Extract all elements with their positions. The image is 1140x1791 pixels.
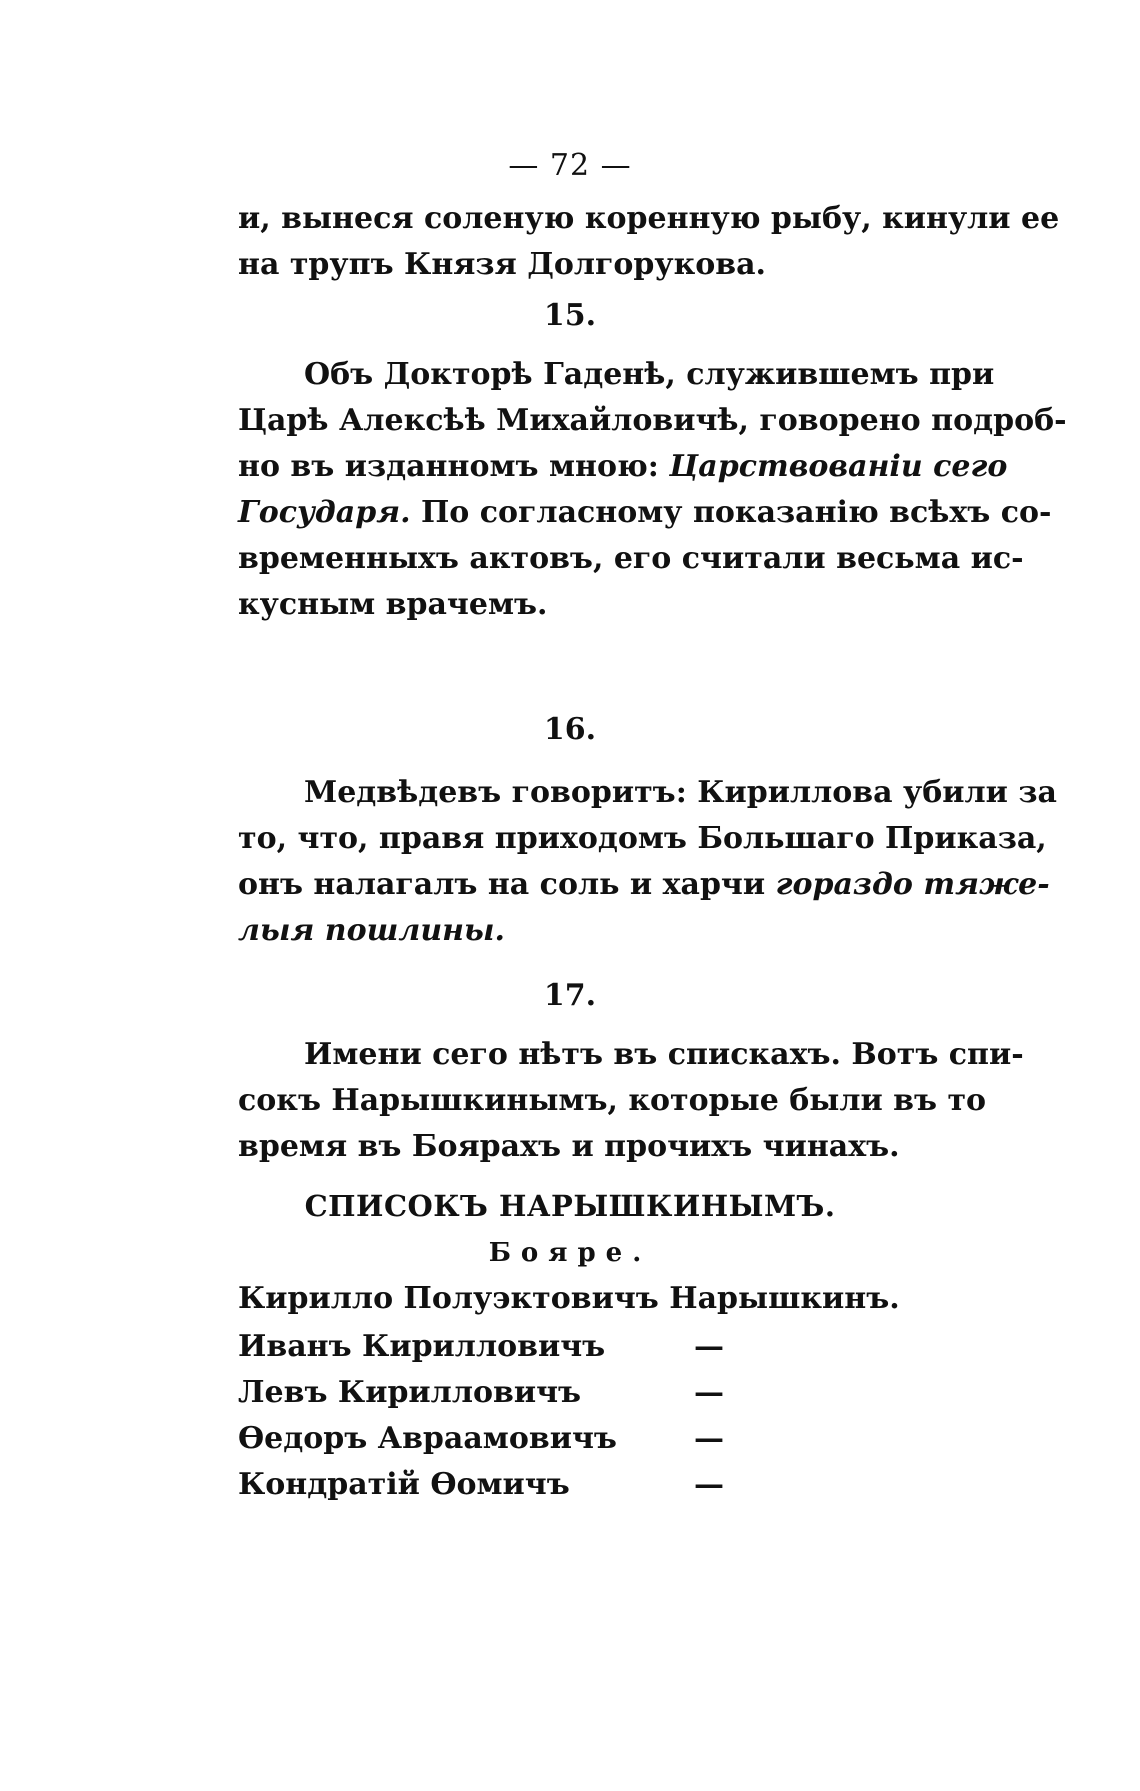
section-16-line-3-text: онъ налагалъ на соль и харчи: [238, 867, 776, 902]
section-15-line-3-italic: Царствованіи сего: [669, 449, 1008, 484]
section-15-line-2: Царѣ Алексѣѣ Михайловичѣ, говорено подроб-: [238, 403, 1067, 438]
roster-row: [238, 1324, 758, 1370]
roster-row: [238, 1416, 758, 1462]
intro-line-2: на трупъ Князя Долгорукова.: [238, 247, 767, 282]
section-17-line-3: время въ Боярахъ и прочихъ чинахъ.: [238, 1129, 900, 1164]
page-number: — 72 —: [508, 148, 632, 183]
ditto-dash: —: [694, 1329, 724, 1364]
roster-name: Левъ Кирилловичъ: [238, 1375, 582, 1410]
section-16-line-4: [238, 908, 958, 954]
intro-paragraph: [238, 196, 1060, 288]
roster-name: Ѳедоръ Авраамовичъ: [238, 1421, 617, 1456]
intro-line-1: и, вынеся соленую коренную рыбу, кинули ее: [238, 201, 1060, 236]
section-16-line-3-italic: гораздо тяже-: [775, 867, 1050, 902]
roster-row: [238, 1370, 758, 1416]
section-16-paragraph: [238, 770, 1057, 954]
list-subtitle: Бояре.: [488, 1238, 652, 1268]
section-15-line-3-text: но въ изданномъ мною:: [238, 449, 670, 484]
section-15-line-1: Объ Докторѣ Гаденѣ, служившемъ при: [304, 357, 995, 392]
section-17-line-1: Имени сего нѣтъ въ спискахъ. Вотъ спи-: [304, 1037, 1024, 1072]
list-head-name: Кирилло Полуэктовичъ Нарышкинъ.: [238, 1281, 900, 1316]
section-17-line-2: сокъ Нарышкинымъ, которые были въ то: [238, 1083, 987, 1118]
roster-name: Иванъ Кирилловичъ: [238, 1329, 606, 1364]
section-16-line-1: Медвѣдевъ говоритъ: Кириллова убили за: [304, 775, 1057, 810]
section-16-line-2: то, что, правя приходомъ Большаго Приказа,: [238, 821, 1047, 856]
boyar-roster: [238, 1324, 758, 1508]
section-15-line-4-italic: Государя.: [238, 495, 411, 530]
ditto-dash: —: [694, 1375, 724, 1410]
section-16-line-3: [238, 862, 1050, 908]
section-17-paragraph: [238, 1032, 1024, 1170]
roster-name: Кондратій Ѳомичъ: [238, 1467, 570, 1502]
section-15-paragraph: [238, 352, 1067, 628]
ditto-dash: —: [694, 1467, 724, 1502]
section-number-15: 15.: [543, 298, 597, 333]
roster-row: [238, 1462, 758, 1508]
ditto-dash: —: [694, 1421, 724, 1456]
section-15-line-4: [238, 490, 1052, 536]
section-16-line-4-italic: лыя пошлины.: [238, 913, 505, 948]
section-15-line-5: временныхъ актовъ, его считали весьма ис-: [238, 541, 1024, 576]
section-15-line-4-text: По согласному показанію всѣхъ со-: [410, 495, 1052, 530]
list-title: СПИСОКЪ НАРЫШКИНЫМЪ.: [304, 1189, 836, 1223]
section-15-line-3: [238, 444, 1008, 490]
section-number-16: 16.: [543, 712, 597, 747]
section-15-line-6: кусным врачемъ.: [238, 587, 548, 622]
section-number-17: 17.: [543, 978, 597, 1013]
